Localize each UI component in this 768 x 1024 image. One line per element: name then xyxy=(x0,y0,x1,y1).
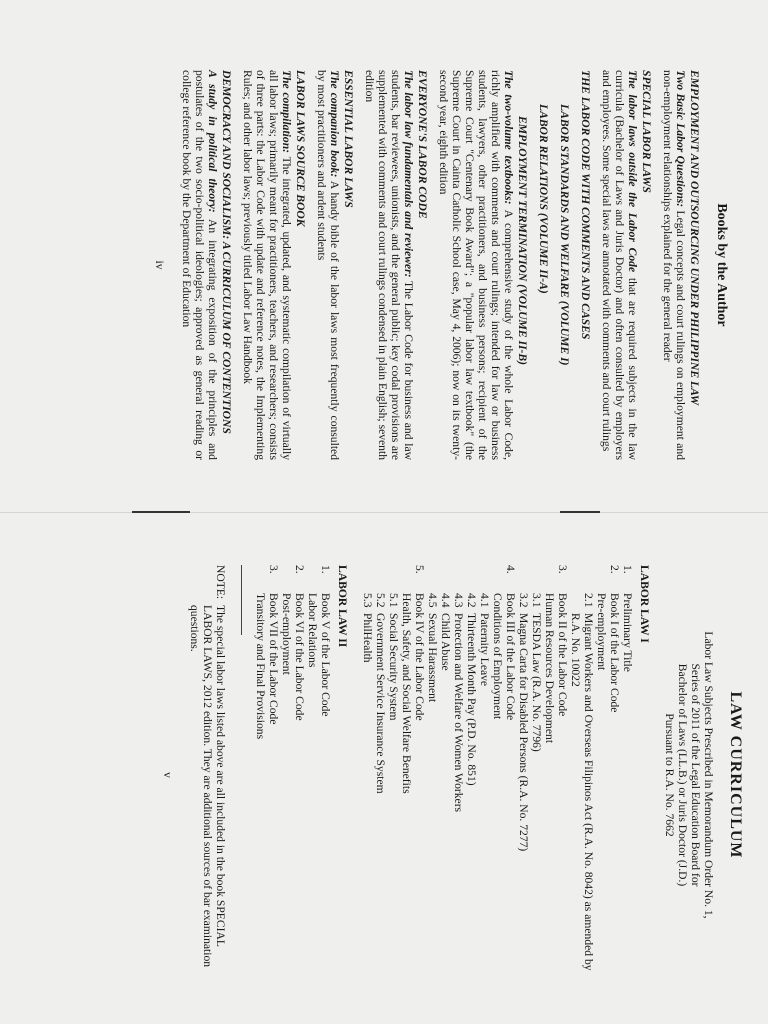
item-number: 4.5 xyxy=(426,593,439,608)
item-text: Government Service Insurance System xyxy=(374,613,387,794)
item-number: 3. xyxy=(267,565,280,574)
item-text: Book III of the Labor Code xyxy=(504,593,517,721)
book-description xyxy=(437,70,515,460)
item-text: Book IV of the Labor Code xyxy=(413,593,426,721)
curriculum-item xyxy=(374,565,387,985)
curriculum-item xyxy=(517,565,530,985)
item-text: Sexual Harassment xyxy=(426,613,439,703)
labor-law-1-heading: LABOR LAW I xyxy=(638,565,651,643)
item-text: Labor Relations xyxy=(306,593,319,668)
item-text: Transitory and Final Provisions xyxy=(254,593,267,740)
item-number: 2. xyxy=(293,565,306,574)
book-description xyxy=(241,70,293,460)
item-text: Preliminary Title xyxy=(621,593,634,672)
book-title: LABOR RELATIONS (VOLUME II-A) xyxy=(537,104,550,294)
book-title: EVERYONE'S LABOR CODE xyxy=(416,70,429,219)
item-text: Social Security System xyxy=(387,613,400,721)
book-description-lead: The two-volume textbooks: xyxy=(502,70,515,205)
book-description-text: A handy bible of the labor laws most frequently consulted by most practitioners and ardent students xyxy=(315,70,341,460)
item-number: 1. xyxy=(319,565,332,574)
item-text: Human Resources Development xyxy=(543,593,556,744)
curriculum-item xyxy=(387,565,400,985)
curriculum-item xyxy=(439,565,452,985)
item-text: Conditions of Employment xyxy=(491,593,504,720)
curriculum-item xyxy=(569,565,595,985)
book-description-text: An integrating exposition of the principles and postulates of the two socio-political ideologies; approved as general reading or college reference book by the Department of Education xyxy=(180,70,219,460)
curriculum-item xyxy=(267,565,280,985)
note-rule xyxy=(241,565,242,635)
curriculum-item xyxy=(608,565,621,985)
scan-mark xyxy=(132,511,190,513)
curriculum-item xyxy=(465,565,478,985)
item-number: 2.1 xyxy=(582,593,595,608)
item-number: 1. xyxy=(621,565,634,574)
book-description-lead: The labor laws outside the Labor Code xyxy=(626,70,639,273)
book-title: EMPLOYMENT TERMINATION (VOLUME II-B) xyxy=(516,116,529,365)
book-description-text: that are required subjects in the law curricula (Bachelor of Laws and Juris Doctor) and often consulted by employers and employees. Some special laws are annotated with comments and court rulings xyxy=(600,70,639,460)
book-description-lead: Two Basic Labor Questions: xyxy=(674,70,687,208)
item-text: Book V of the Labor Code xyxy=(319,593,332,717)
curriculum-item xyxy=(543,565,556,985)
book-description-lead: A study in political theory: xyxy=(206,70,219,213)
item-text: TESDA Law (R.A. No. 7796) xyxy=(530,613,543,752)
book-description-text: The integrated, updated, and systematic compilation of virtually all labor laws; primarily meant for practitioners, teachers, and researchers; consists of three parts: the Labor Code with update and reference notes, the Implementing Rules; and other labor laws; previously titled Labor Law Handbook xyxy=(241,70,293,460)
item-text: Thirteenth Month Pay (P.D. No. 851) xyxy=(465,613,478,786)
book-description xyxy=(363,70,415,460)
book-description-lead: The compilation: xyxy=(280,70,293,154)
item-number: 4.4 xyxy=(439,593,452,608)
note-label: NOTE: xyxy=(214,565,227,600)
book-description-text: Legal concepts and court rulings on employment and non-employment relationships explained for the general reader xyxy=(661,70,687,460)
item-number: 4.1 xyxy=(478,593,491,608)
curriculum-item xyxy=(621,565,634,985)
note xyxy=(188,565,227,985)
curriculum-item xyxy=(361,565,374,985)
book-description xyxy=(600,70,639,460)
note-text: The special labor laws listed above are all included in the book SPECIAL LABOR LAWS, 2012 edition. They are additional sources of bar examination questions. xyxy=(188,605,227,968)
book-description-lead: The labor law fundamentals and reviewer: xyxy=(402,70,415,278)
curriculum-item xyxy=(426,565,439,985)
book-title: ESSENTIAL LABOR LAWS xyxy=(342,70,355,208)
book-title: EMPLOYMENT AND OUTSOURCING UNDER PHILIPPINE LAW xyxy=(688,70,701,406)
labor-law-2-list xyxy=(254,565,332,985)
item-number: 5.1 xyxy=(387,593,400,608)
intro-line: Bachelor of Laws (LL.B.) or Juris Doctor (J.D.) xyxy=(676,663,689,887)
item-number: 2. xyxy=(608,565,621,574)
item-number: 3. xyxy=(556,565,569,574)
curriculum-item xyxy=(452,565,465,985)
book-title: THE LABOR CODE WITH COMMENTS AND CASES xyxy=(579,70,592,340)
curriculum-item xyxy=(293,565,306,985)
item-number: 4.2 xyxy=(465,593,478,608)
item-text: Book VI of the Labor Code xyxy=(293,593,306,721)
scan-mark xyxy=(560,511,600,513)
page-number: iv xyxy=(153,260,166,270)
item-text: PhilHealth xyxy=(361,613,374,663)
labor-law-1-list xyxy=(361,565,634,985)
item-text: Pre-employment xyxy=(595,593,608,671)
item-number: 3.2 xyxy=(517,593,530,608)
item-text: Book I of the Labor Code xyxy=(608,593,621,713)
item-number: 5.3 xyxy=(361,593,374,608)
curriculum-item xyxy=(280,565,293,985)
item-number: 5.2 xyxy=(374,593,387,608)
page-number: v xyxy=(161,772,174,778)
curriculum-item xyxy=(306,565,319,985)
book-title: SPECIAL LABOR LAWS xyxy=(640,70,653,193)
item-number: 4. xyxy=(504,565,517,574)
intro-line: Labor Law Subjects Prescribed in Memorandum Order No. 1, xyxy=(702,631,715,919)
curriculum-item xyxy=(556,565,569,985)
book-description-text: The Labor Code for business and law students, bar reviewees, unionists, and the general public; key codal provisions are supplemented with comments and court rulings condensed in plain English; seventh edition xyxy=(363,70,415,460)
page-fold xyxy=(0,512,768,513)
book-description-lead: The companion book: xyxy=(328,70,341,178)
book-title: LABOR STANDARDS AND WELFARE (VOLUME I) xyxy=(558,104,571,366)
books-by-author-page xyxy=(88,70,728,460)
book-title: LABOR LAWS SOURCE BOOK xyxy=(294,70,307,227)
book-description xyxy=(315,70,341,460)
item-text: Migrant Workers and Overseas Filipinos Act (R.A. No. 8042) as amended by R.A. No. 10022 xyxy=(569,613,595,971)
item-number: 5. xyxy=(413,565,426,574)
curriculum-item xyxy=(319,565,332,985)
page-title: LAW CURRICULUM xyxy=(727,691,744,859)
curriculum-item xyxy=(400,565,413,985)
item-text: Health, Safety, and Social Welfare Benefits xyxy=(400,593,413,794)
labor-law-2-heading: LABOR LAW II xyxy=(336,565,349,648)
intro-line: Series of 2011 of the Legal Education Board for xyxy=(689,663,702,887)
curriculum-intro xyxy=(663,565,715,985)
book-title: DEMOCRACY AND SOCIALISM: A CURRICULUM OF CONTENTIONS xyxy=(220,70,233,434)
page-title: Books by the Author xyxy=(714,203,729,327)
item-text: Paternity Leave xyxy=(478,613,491,687)
book-description xyxy=(661,70,687,460)
curriculum-item xyxy=(491,565,504,985)
item-number: 4.3 xyxy=(452,593,465,608)
item-text: Child Abuse xyxy=(439,613,452,671)
curriculum-item xyxy=(254,565,267,985)
curriculum-item xyxy=(530,565,543,985)
curriculum-item xyxy=(504,565,517,985)
curriculum-item xyxy=(478,565,491,985)
item-text: Book II of the Labor Code xyxy=(556,593,569,717)
item-text: Post-employment xyxy=(280,593,293,675)
books-list xyxy=(180,70,701,460)
item-text: Book VII of the Labor Code xyxy=(267,593,280,725)
curriculum-item xyxy=(413,565,426,985)
item-number: 3.1 xyxy=(530,593,543,608)
curriculum-item xyxy=(595,565,608,985)
item-text: Protection and Welfare of Women Workers xyxy=(452,613,465,813)
intro-line: Pursuant to R.A. No. 7662 xyxy=(663,713,676,837)
law-curriculum-page xyxy=(102,565,742,985)
book-description xyxy=(180,70,219,460)
book-description-text: A comprehensive study of the whole Labor Code, richly amplified with comments and court rulings; intended for law or business students, lawyers, other practitioners, and business persons; recipient of the Supreme Court "Centenary Book Award"; a "popular labor law textbook" (the Supreme Court in Cainta Catholic School case, May 4, 2006); now on its twenty-second year, eighth edition xyxy=(437,70,515,460)
item-text: Magna Carta for Disabled Persons (R.A. No. 7277) xyxy=(517,613,530,852)
